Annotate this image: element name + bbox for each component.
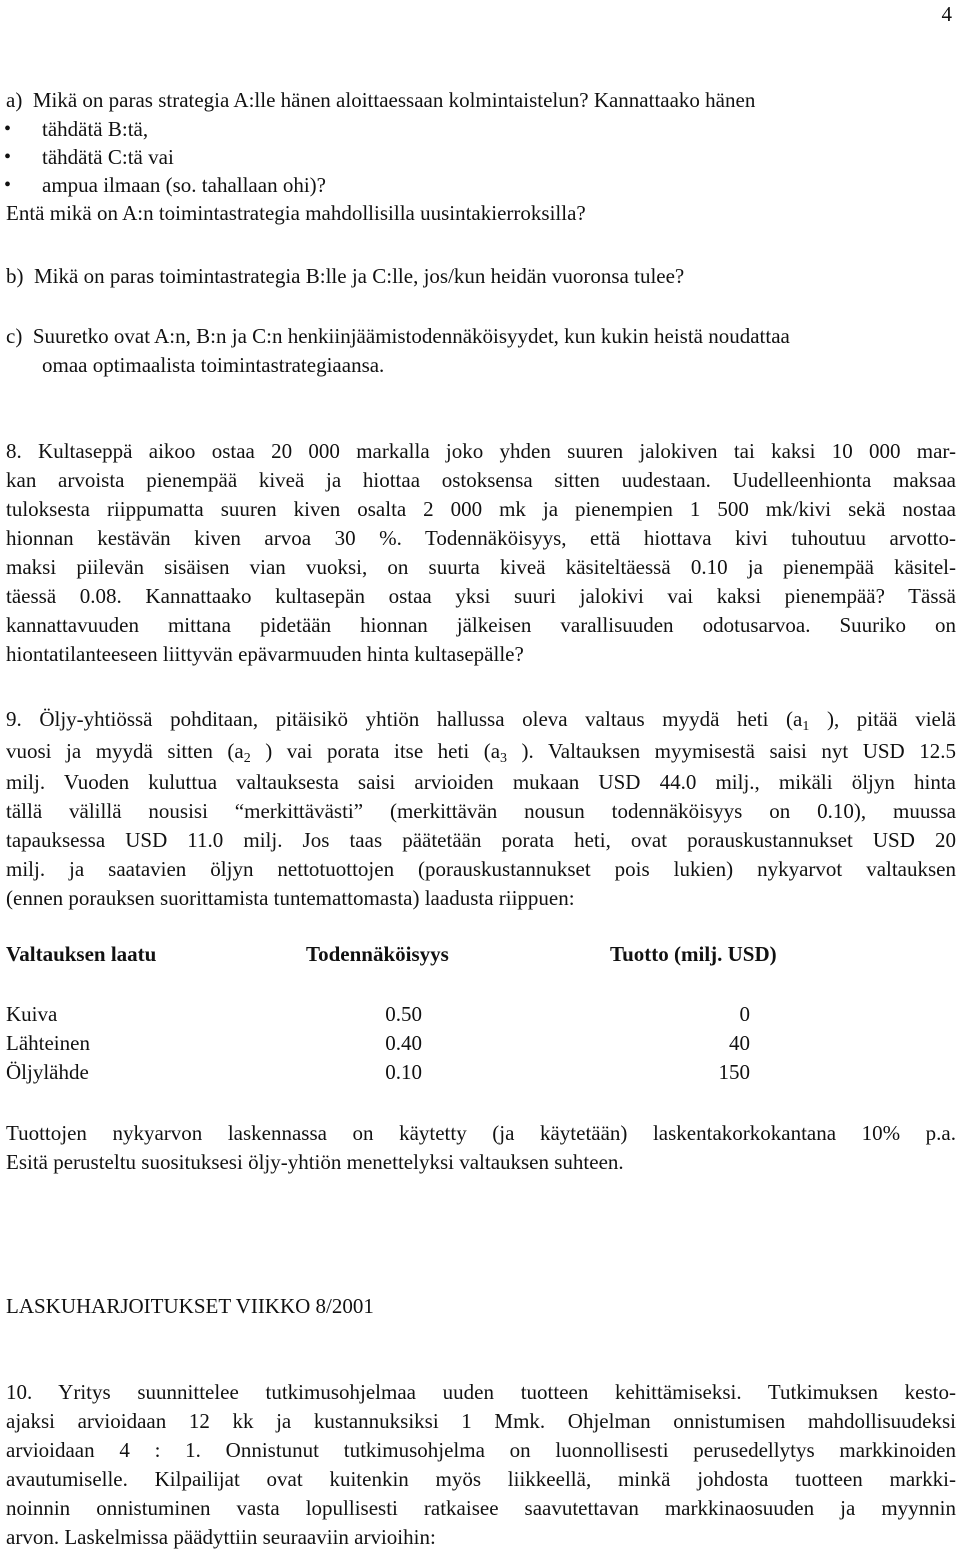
q8-line: kannattavuuden mittana pidetään hionnan jälkeisen varallisuuden odotusarvoa. Suuriko on (6, 613, 956, 637)
q7-a-bullet-1: • tähdätä B:tä, (42, 115, 148, 143)
table-cell-yield: 150 (718, 1060, 750, 1084)
q8-line: täessä 0.08. Kannattaako kultasepän ostaa yksi suuri jalokivi vai kaksi pienempää? Tässä (6, 584, 956, 608)
q8-line: hionnan kestävän kiven arvoa 30 %. Todennäköisyys, että hiottava kivi tuhoutuu arvotto- (6, 526, 956, 550)
table-cell-quality: Öljylähde (6, 1060, 89, 1084)
q8-line: kan arvoista pienempää kiveä ja hiottaa ostoksensa sitten uudestaan. Uudelleenhionta maksaa (6, 468, 956, 492)
q7-c-line-2: omaa optimaalista toimintastrategiaansa. (42, 353, 385, 377)
q8-line: hiontatilanteeseen liittyvän epävarmuuden hinta kultasepälle? (6, 642, 524, 666)
section-heading: LASKUHARJOITUKSET VIIKKO 8/2001 (6, 1294, 374, 1318)
q7-a-intro: a) Mikä on paras strategia A:lle hänen aloittaessaan kolmintaistelun? Kannattaako hänen (6, 88, 756, 112)
q10-line: noinnin onnistuminen vasta lopullisesti ratkaisee saavutettavan markkinaosuuden ja myynnin (6, 1496, 956, 1520)
q9-line-1: 9. Öljy-yhtiössä pohditaan, pitäisikö yhtiön hallussa oleva valtaus myydä heti ($a_1$ ), pitää vielä (6, 707, 957, 734)
q10-line: avautumiselle. Kilpailijat ovat kuitenkin myös liikkeellä, minkä johdosta tuotteen markki- (6, 1467, 956, 1491)
q8-line: maksi piilevän sisäisen vian vuoksi, on suurta kiveä käsiteltäessä 0.10 ja pienempää käsitel- (6, 555, 956, 579)
table-cell-yield: 0 (739, 1002, 750, 1026)
table-cell-probability: 0.50 (385, 1002, 422, 1026)
q9-line: milj. ja saatavien öljyn nettotuottojen (porauskustannukset pois lukien) nykyarvot valtauksen (6, 857, 956, 881)
q9-after-table (6, 1119, 956, 1177)
q7-a-bullet-2: • tähdätä C:tä vai (42, 143, 174, 171)
q9-line: (ennen porauksen suorittamista tuntemattomasta) laadusta riippuen: (6, 886, 575, 910)
table-cell-yield: 40 (729, 1031, 750, 1055)
q9-after-line-1: Tuottojen nykyarvon laskennassa on käytetty (ja käytetään) laskentakorkokantana 10% p.a. (6, 1121, 956, 1145)
table-cell-quality: Kuiva (6, 1002, 58, 1026)
table-header-probability: Todennäköisyys (306, 942, 449, 966)
q9-paragraph (6, 704, 956, 913)
table-header-yield: Tuotto (milj. USD) (610, 942, 777, 966)
q8-line: tuloksesta riippumatta suuren kiven osalta 2 000 mk ja pienempien 1 500 mk/kivi sekä nostaa (6, 497, 956, 521)
q9-line: tapauksessa USD 11.0 milj. Jos taas päätetään porata heti, ovat porauskustannukset USD 20 (6, 828, 956, 852)
q7-c-line-1: c) Suuretko ovat A:n, B:n ja C:n henkiinjäämistodennäköisyydet, kun kukin heistä noudattaa (6, 324, 790, 348)
q10-line: arvioidaan 4 : 1. Onnistunut tutkimusohjelma on luonnollisesti perusedellytys markkinoiden (6, 1438, 956, 1462)
table-cell-probability: 0.10 (385, 1060, 422, 1084)
page-number: 4 (941, 2, 952, 26)
q10-line: ajaksi arvioidaan 12 kk ja kustannuksiksi 1 Mmk. Ohjelman onnistumisen mahdollisuudeksi (6, 1409, 956, 1433)
q9-line: milj. Vuoden kuluttua valtauksesta saisi arvioiden mukaan USD 44.0 milj., mikäli öljyn hinta (6, 770, 956, 794)
q7-b: b) Mikä on paras toimintastrategia B:lle ja C:lle, jos/kun heidän vuoronsa tulee? (6, 264, 685, 288)
q9-line-2: vuosi ja myydä sitten ($a_2$ ) vai porata itse heti ($a_3$ ). Valtauksen myymisestä saisi nyt USD 12.5 (6, 739, 956, 766)
table-cell-quality: Lähteinen (6, 1031, 90, 1055)
table-header-quality: Valtauksen laatu (6, 942, 157, 966)
table-cell-probability: 0.40 (385, 1031, 422, 1055)
q10-paragraph (6, 1378, 956, 1552)
q8-paragraph (6, 437, 956, 669)
q9-line: tällä välillä nousisi “merkittävästi” (merkittävän nousun todennäköisyys on 0.10), muussa (6, 799, 956, 823)
q7-a-follow-up: Entä mikä on A:n toimintastrategia mahdollisilla uusintakierroksilla? (6, 201, 586, 225)
q8-line: 8. Kultaseppä aikoo ostaa 20 000 markalla joko yhden suuren jalokiven tai kaksi 10 000 mar- (6, 439, 956, 463)
q10-line: arvon. Laskelmissa päädyttiin seuraaviin arvioihin: (6, 1525, 436, 1549)
q9-after-line-2: Esitä perusteltu suosituksesi öljy-yhtiön menettelyksi valtauksen suhteen. (6, 1150, 624, 1174)
q10-line: 10. Yritys suunnittelee tutkimusohjelmaa uuden tuotteen kehittämiseksi. Tutkimuksen kesto- (6, 1380, 956, 1404)
q7-a-bullet-3: • ampua ilmaan (so. tahallaan ohi)? (42, 171, 326, 199)
